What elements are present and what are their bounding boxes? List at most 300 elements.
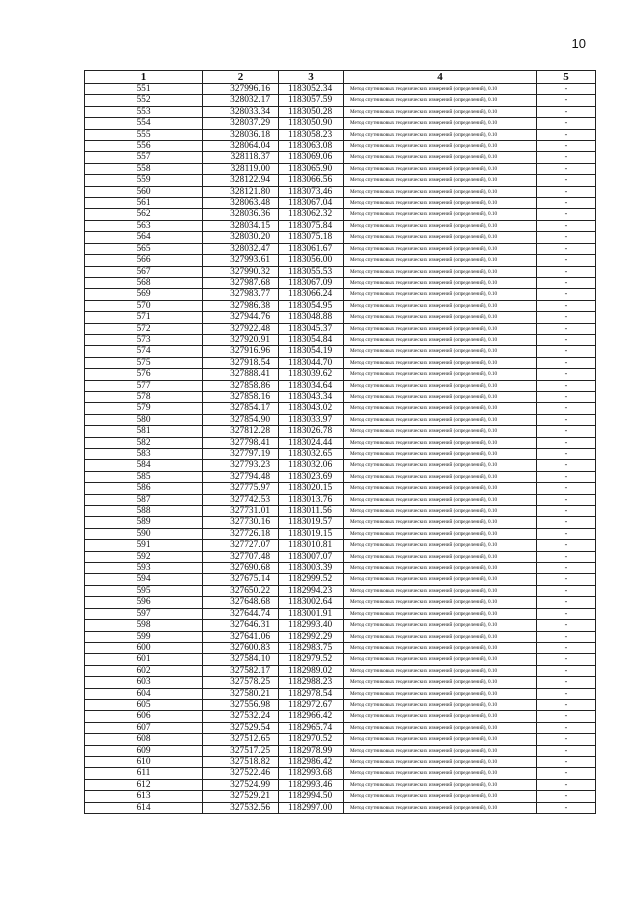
x-coordinate-cell: 328122.94 xyxy=(203,175,279,186)
method-cell: Метод спутниковых геодезических измерений (определений), 0.10 xyxy=(344,346,537,357)
point-number-cell: 566 xyxy=(85,255,203,266)
method-cell: Метод спутниковых геодезических измерений (определений), 0.10 xyxy=(344,414,537,425)
x-coordinate-cell: 327532.56 xyxy=(203,802,279,813)
point-number-cell: 571 xyxy=(85,312,203,323)
method-cell: Метод спутниковых геодезических измерений (определений), 0.10 xyxy=(344,517,537,528)
description-cell: - xyxy=(537,540,596,551)
table-row xyxy=(85,357,596,368)
y-coordinate-cell: 1183011.56 xyxy=(279,506,344,517)
description-cell: - xyxy=(537,426,596,437)
x-coordinate-cell: 327987.68 xyxy=(203,277,279,288)
method-cell: Метод спутниковых геодезических измерений (определений), 0.10 xyxy=(344,300,537,311)
description-cell: - xyxy=(537,129,596,140)
y-coordinate-cell: 1182999.52 xyxy=(279,574,344,585)
method-cell: Метод спутниковых геодезических измерений (определений), 0.10 xyxy=(344,437,537,448)
method-cell: Метод спутниковых геодезических измерений (определений), 0.10 xyxy=(344,597,537,608)
description-cell: - xyxy=(537,460,596,471)
description-cell: - xyxy=(537,620,596,631)
y-coordinate-cell: 1183067.09 xyxy=(279,277,344,288)
method-cell: Метод спутниковых геодезических измерений (определений), 0.10 xyxy=(344,483,537,494)
x-coordinate-cell: 327854.17 xyxy=(203,403,279,414)
point-number-cell: 599 xyxy=(85,631,203,642)
description-cell: - xyxy=(537,277,596,288)
method-cell: Метод спутниковых геодезических измерений (определений), 0.10 xyxy=(344,608,537,619)
point-number-cell: 586 xyxy=(85,483,203,494)
method-cell: Метод спутниковых геодезических измерений (определений), 0.10 xyxy=(344,551,537,562)
method-cell: Метод спутниковых геодезических измерений (определений), 0.10 xyxy=(344,129,537,140)
column-header-4: 4 xyxy=(344,71,537,84)
point-number-cell: 562 xyxy=(85,209,203,220)
point-number-cell: 557 xyxy=(85,152,203,163)
method-cell: Метод спутниковых геодезических измерений (определений), 0.10 xyxy=(344,95,537,106)
method-cell: Метод спутниковых геодезических измерений (определений), 0.10 xyxy=(344,380,537,391)
point-number-cell: 583 xyxy=(85,449,203,460)
table-row xyxy=(85,699,596,710)
point-number-cell: 610 xyxy=(85,756,203,767)
method-cell: Метод спутниковых геодезических измерений (определений), 0.10 xyxy=(344,734,537,745)
x-coordinate-cell: 328037.29 xyxy=(203,118,279,129)
point-number-cell: 605 xyxy=(85,699,203,710)
point-number-cell: 612 xyxy=(85,779,203,790)
table-row xyxy=(85,152,596,163)
x-coordinate-cell: 327580.21 xyxy=(203,688,279,699)
table-row xyxy=(85,369,596,380)
column-header-5: 5 xyxy=(537,71,596,84)
x-coordinate-cell: 327522.46 xyxy=(203,768,279,779)
description-cell: - xyxy=(537,494,596,505)
method-cell: Метод спутниковых геодезических измерений (определений), 0.10 xyxy=(344,620,537,631)
table-row xyxy=(85,426,596,437)
x-coordinate-cell: 328036.18 xyxy=(203,129,279,140)
description-cell: - xyxy=(537,506,596,517)
method-cell: Метод спутниковых геодезических измерений (определений), 0.10 xyxy=(344,528,537,539)
point-number-cell: 584 xyxy=(85,460,203,471)
point-number-cell: 589 xyxy=(85,517,203,528)
point-number-cell: 561 xyxy=(85,198,203,209)
description-cell: - xyxy=(537,141,596,152)
x-coordinate-cell: 327517.25 xyxy=(203,745,279,756)
point-number-cell: 558 xyxy=(85,163,203,174)
description-cell: - xyxy=(537,232,596,243)
y-coordinate-cell: 1183026.78 xyxy=(279,426,344,437)
column-header-2: 2 xyxy=(203,71,279,84)
table-row xyxy=(85,95,596,106)
table-row xyxy=(85,391,596,402)
description-cell: - xyxy=(537,369,596,380)
method-cell: Метод спутниковых геодезических измерений (определений), 0.10 xyxy=(344,574,537,585)
point-number-cell: 565 xyxy=(85,243,203,254)
method-cell: Метод спутниковых геодезических измерений (определений), 0.10 xyxy=(344,631,537,642)
method-cell: Метод спутниковых геодезических измерений (определений), 0.10 xyxy=(344,334,537,345)
x-coordinate-cell: 327524.99 xyxy=(203,779,279,790)
point-number-cell: 594 xyxy=(85,574,203,585)
method-cell: Метод спутниковых геодезических измерений (определений), 0.10 xyxy=(344,84,537,95)
point-number-cell: 590 xyxy=(85,528,203,539)
table-row xyxy=(85,198,596,209)
y-coordinate-cell: 1183054.95 xyxy=(279,300,344,311)
x-coordinate-cell: 327993.61 xyxy=(203,255,279,266)
method-cell: Метод спутниковых геодезических измерений (определений), 0.10 xyxy=(344,722,537,733)
description-cell: - xyxy=(537,517,596,528)
x-coordinate-cell: 327742.53 xyxy=(203,494,279,505)
table-row xyxy=(85,414,596,425)
table-row xyxy=(85,209,596,220)
table-row xyxy=(85,106,596,117)
x-coordinate-cell: 327922.48 xyxy=(203,323,279,334)
x-coordinate-cell: 327726.18 xyxy=(203,528,279,539)
point-number-cell: 577 xyxy=(85,380,203,391)
description-cell: - xyxy=(537,220,596,231)
table-row xyxy=(85,289,596,300)
description-cell: - xyxy=(537,186,596,197)
description-cell: - xyxy=(537,585,596,596)
description-cell: - xyxy=(537,642,596,653)
y-coordinate-cell: 1182994.50 xyxy=(279,791,344,802)
y-coordinate-cell: 1183024.44 xyxy=(279,437,344,448)
point-number-cell: 570 xyxy=(85,300,203,311)
table-body xyxy=(85,84,596,814)
table-row xyxy=(85,129,596,140)
y-coordinate-cell: 1182966.42 xyxy=(279,711,344,722)
point-number-cell: 553 xyxy=(85,106,203,117)
x-coordinate-cell: 327918.54 xyxy=(203,357,279,368)
table-row xyxy=(85,266,596,277)
point-number-cell: 600 xyxy=(85,642,203,653)
y-coordinate-cell: 1183075.18 xyxy=(279,232,344,243)
method-cell: Метод спутниковых геодезических измерений (определений), 0.10 xyxy=(344,563,537,574)
y-coordinate-cell: 1183054.84 xyxy=(279,334,344,345)
description-cell: - xyxy=(537,608,596,619)
x-coordinate-cell: 327578.25 xyxy=(203,677,279,688)
description-cell: - xyxy=(537,414,596,425)
y-coordinate-cell: 1183061.67 xyxy=(279,243,344,254)
method-cell: Метод спутниковых геодезических измерений (определений), 0.10 xyxy=(344,312,537,323)
method-cell: Метод спутниковых геодезических измерений (определений), 0.10 xyxy=(344,106,537,117)
y-coordinate-cell: 1183003.39 xyxy=(279,563,344,574)
y-coordinate-cell: 1183052.34 xyxy=(279,84,344,95)
x-coordinate-cell: 327990.32 xyxy=(203,266,279,277)
description-cell: - xyxy=(537,734,596,745)
y-coordinate-cell: 1182989.02 xyxy=(279,665,344,676)
y-coordinate-cell: 1183050.90 xyxy=(279,118,344,129)
table-row xyxy=(85,574,596,585)
x-coordinate-cell: 327690.68 xyxy=(203,563,279,574)
y-coordinate-cell: 1183019.15 xyxy=(279,528,344,539)
point-number-cell: 598 xyxy=(85,620,203,631)
description-cell: - xyxy=(537,699,596,710)
y-coordinate-cell: 1182993.40 xyxy=(279,620,344,631)
description-cell: - xyxy=(537,791,596,802)
point-number-cell: 592 xyxy=(85,551,203,562)
y-coordinate-cell: 1183043.02 xyxy=(279,403,344,414)
coordinates-table xyxy=(84,70,596,814)
table-row xyxy=(85,665,596,676)
table-row xyxy=(85,791,596,802)
description-cell: - xyxy=(537,95,596,106)
table-row xyxy=(85,403,596,414)
x-coordinate-cell: 328119.00 xyxy=(203,163,279,174)
x-coordinate-cell: 327983.77 xyxy=(203,289,279,300)
y-coordinate-cell: 1183065.90 xyxy=(279,163,344,174)
point-number-cell: 614 xyxy=(85,802,203,813)
table-row xyxy=(85,734,596,745)
table-row xyxy=(85,186,596,197)
table-row xyxy=(85,768,596,779)
point-number-cell: 572 xyxy=(85,323,203,334)
x-coordinate-cell: 327812.28 xyxy=(203,426,279,437)
y-coordinate-cell: 1183045.37 xyxy=(279,323,344,334)
x-coordinate-cell: 328032.17 xyxy=(203,95,279,106)
table-row xyxy=(85,620,596,631)
method-cell: Метод спутниковых геодезических измерений (определений), 0.10 xyxy=(344,266,537,277)
table-row xyxy=(85,745,596,756)
point-number-cell: 579 xyxy=(85,403,203,414)
table-row xyxy=(85,300,596,311)
method-cell: Метод спутниковых геодезических измерений (определений), 0.10 xyxy=(344,711,537,722)
description-cell: - xyxy=(537,198,596,209)
method-cell: Метод спутниковых геодезических измерений (определений), 0.10 xyxy=(344,802,537,813)
column-header-3: 3 xyxy=(279,71,344,84)
method-cell: Метод спутниковых геодезических измерений (определений), 0.10 xyxy=(344,369,537,380)
x-coordinate-cell: 327556.98 xyxy=(203,699,279,710)
method-cell: Метод спутниковых геодезических измерений (определений), 0.10 xyxy=(344,403,537,414)
point-number-cell: 596 xyxy=(85,597,203,608)
column-header-1: 1 xyxy=(85,71,203,84)
table-row xyxy=(85,334,596,345)
y-coordinate-cell: 1183066.24 xyxy=(279,289,344,300)
point-number-cell: 578 xyxy=(85,391,203,402)
method-cell: Метод спутниковых геодезических измерений (определений), 0.10 xyxy=(344,186,537,197)
x-coordinate-cell: 328118.37 xyxy=(203,152,279,163)
table-row xyxy=(85,494,596,505)
point-number-cell: 593 xyxy=(85,563,203,574)
method-cell: Метод спутниковых геодезических измерений (определений), 0.10 xyxy=(344,779,537,790)
method-cell: Метод спутниковых геодезических измерений (определений), 0.10 xyxy=(344,471,537,482)
description-cell: - xyxy=(537,289,596,300)
table-row xyxy=(85,243,596,254)
table-row xyxy=(85,585,596,596)
point-number-cell: 569 xyxy=(85,289,203,300)
table-row xyxy=(85,540,596,551)
y-coordinate-cell: 1182993.46 xyxy=(279,779,344,790)
y-coordinate-cell: 1183001.91 xyxy=(279,608,344,619)
y-coordinate-cell: 1183048.88 xyxy=(279,312,344,323)
description-cell: - xyxy=(537,357,596,368)
x-coordinate-cell: 327512.65 xyxy=(203,734,279,745)
x-coordinate-cell: 327532.24 xyxy=(203,711,279,722)
point-number-cell: 588 xyxy=(85,506,203,517)
method-cell: Метод спутниковых геодезических измерений (определений), 0.10 xyxy=(344,426,537,437)
y-coordinate-cell: 1182992.29 xyxy=(279,631,344,642)
y-coordinate-cell: 1183050.28 xyxy=(279,106,344,117)
point-number-cell: 580 xyxy=(85,414,203,425)
y-coordinate-cell: 1183010.81 xyxy=(279,540,344,551)
table-row xyxy=(85,346,596,357)
table-row xyxy=(85,118,596,129)
method-cell: Метод спутниковых геодезических измерений (определений), 0.10 xyxy=(344,323,537,334)
x-coordinate-cell: 327775.97 xyxy=(203,483,279,494)
description-cell: - xyxy=(537,266,596,277)
page-number: 10 xyxy=(571,36,586,51)
method-cell: Метод спутниковых геодезических измерений (определений), 0.10 xyxy=(344,220,537,231)
point-number-cell: 563 xyxy=(85,220,203,231)
y-coordinate-cell: 1182979.52 xyxy=(279,654,344,665)
x-coordinate-cell: 327641.06 xyxy=(203,631,279,642)
point-number-cell: 564 xyxy=(85,232,203,243)
description-cell: - xyxy=(537,677,596,688)
description-cell: - xyxy=(537,323,596,334)
point-number-cell: 560 xyxy=(85,186,203,197)
y-coordinate-cell: 1183055.53 xyxy=(279,266,344,277)
description-cell: - xyxy=(537,574,596,585)
y-coordinate-cell: 1183058.23 xyxy=(279,129,344,140)
method-cell: Метод спутниковых геодезических измерений (определений), 0.10 xyxy=(344,198,537,209)
point-number-cell: 613 xyxy=(85,791,203,802)
point-number-cell: 591 xyxy=(85,540,203,551)
method-cell: Метод спутниковых геодезических измерений (определений), 0.10 xyxy=(344,391,537,402)
point-number-cell: 603 xyxy=(85,677,203,688)
description-cell: - xyxy=(537,391,596,402)
y-coordinate-cell: 1182994.23 xyxy=(279,585,344,596)
method-cell: Метод спутниковых геодезических измерений (определений), 0.10 xyxy=(344,141,537,152)
table-row xyxy=(85,563,596,574)
x-coordinate-cell: 327986.38 xyxy=(203,300,279,311)
x-coordinate-cell: 327798.41 xyxy=(203,437,279,448)
x-coordinate-cell: 328036.36 xyxy=(203,209,279,220)
x-coordinate-cell: 327858.86 xyxy=(203,380,279,391)
y-coordinate-cell: 1183023.69 xyxy=(279,471,344,482)
method-cell: Метод спутниковых геодезических измерений (определений), 0.10 xyxy=(344,585,537,596)
description-cell: - xyxy=(537,711,596,722)
y-coordinate-cell: 1183067.04 xyxy=(279,198,344,209)
point-number-cell: 581 xyxy=(85,426,203,437)
point-number-cell: 575 xyxy=(85,357,203,368)
method-cell: Метод спутниковых геодезических измерений (определений), 0.10 xyxy=(344,243,537,254)
description-cell: - xyxy=(537,380,596,391)
point-number-cell: 608 xyxy=(85,734,203,745)
y-coordinate-cell: 1182965.74 xyxy=(279,722,344,733)
table-row xyxy=(85,312,596,323)
point-number-cell: 567 xyxy=(85,266,203,277)
x-coordinate-cell: 327854.90 xyxy=(203,414,279,425)
x-coordinate-cell: 327600.83 xyxy=(203,642,279,653)
method-cell: Метод спутниковых геодезических измерений (определений), 0.10 xyxy=(344,688,537,699)
point-number-cell: 611 xyxy=(85,768,203,779)
description-cell: - xyxy=(537,175,596,186)
point-number-cell: 597 xyxy=(85,608,203,619)
y-coordinate-cell: 1183020.15 xyxy=(279,483,344,494)
y-coordinate-cell: 1182997.00 xyxy=(279,802,344,813)
table-row xyxy=(85,528,596,539)
method-cell: Метод спутниковых геодезических измерений (определений), 0.10 xyxy=(344,642,537,653)
y-coordinate-cell: 1183007.07 xyxy=(279,551,344,562)
table-row xyxy=(85,323,596,334)
table-row xyxy=(85,277,596,288)
point-number-cell: 559 xyxy=(85,175,203,186)
table-row xyxy=(85,506,596,517)
point-number-cell: 568 xyxy=(85,277,203,288)
y-coordinate-cell: 1183032.06 xyxy=(279,460,344,471)
method-cell: Метод спутниковых геодезических измерений (определений), 0.10 xyxy=(344,152,537,163)
point-number-cell: 587 xyxy=(85,494,203,505)
point-number-cell: 609 xyxy=(85,745,203,756)
point-number-cell: 585 xyxy=(85,471,203,482)
method-cell: Метод спутниковых геодезических измерений (определений), 0.10 xyxy=(344,232,537,243)
table-row xyxy=(85,84,596,95)
description-cell: - xyxy=(537,756,596,767)
y-coordinate-cell: 1182988.23 xyxy=(279,677,344,688)
point-number-cell: 582 xyxy=(85,437,203,448)
method-cell: Метод спутниковых геодезических измерений (определений), 0.10 xyxy=(344,163,537,174)
description-cell: - xyxy=(537,118,596,129)
description-cell: - xyxy=(537,745,596,756)
x-coordinate-cell: 327646.31 xyxy=(203,620,279,631)
x-coordinate-cell: 327888.41 xyxy=(203,369,279,380)
description-cell: - xyxy=(537,802,596,813)
x-coordinate-cell: 327529.54 xyxy=(203,722,279,733)
description-cell: - xyxy=(537,551,596,562)
table-row xyxy=(85,232,596,243)
table-row xyxy=(85,220,596,231)
y-coordinate-cell: 1183044.70 xyxy=(279,357,344,368)
method-cell: Метод спутниковых геодезических измерений (определений), 0.10 xyxy=(344,745,537,756)
table-row xyxy=(85,779,596,790)
table-row xyxy=(85,471,596,482)
table-row xyxy=(85,449,596,460)
x-coordinate-cell: 327675.14 xyxy=(203,574,279,585)
table-row xyxy=(85,688,596,699)
method-cell: Метод спутниковых геодезических измерений (определений), 0.10 xyxy=(344,289,537,300)
table-row xyxy=(85,756,596,767)
x-coordinate-cell: 327996.16 xyxy=(203,84,279,95)
x-coordinate-cell: 327731.01 xyxy=(203,506,279,517)
x-coordinate-cell: 327529.21 xyxy=(203,791,279,802)
y-coordinate-cell: 1183066.56 xyxy=(279,175,344,186)
y-coordinate-cell: 1183057.59 xyxy=(279,95,344,106)
point-number-cell: 554 xyxy=(85,118,203,129)
table-row xyxy=(85,711,596,722)
description-cell: - xyxy=(537,665,596,676)
description-cell: - xyxy=(537,483,596,494)
x-coordinate-cell: 328064.04 xyxy=(203,141,279,152)
x-coordinate-cell: 328030.20 xyxy=(203,232,279,243)
table-row xyxy=(85,551,596,562)
method-cell: Метод спутниковых геодезических измерений (определений), 0.10 xyxy=(344,255,537,266)
x-coordinate-cell: 327518.82 xyxy=(203,756,279,767)
x-coordinate-cell: 327797.19 xyxy=(203,449,279,460)
y-coordinate-cell: 1183056.00 xyxy=(279,255,344,266)
y-coordinate-cell: 1183062.32 xyxy=(279,209,344,220)
x-coordinate-cell: 327648.68 xyxy=(203,597,279,608)
x-coordinate-cell: 328034.15 xyxy=(203,220,279,231)
point-number-cell: 555 xyxy=(85,129,203,140)
y-coordinate-cell: 1183033.97 xyxy=(279,414,344,425)
y-coordinate-cell: 1182983.75 xyxy=(279,642,344,653)
y-coordinate-cell: 1183063.08 xyxy=(279,141,344,152)
table-row xyxy=(85,642,596,653)
table-row xyxy=(85,722,596,733)
table-row xyxy=(85,255,596,266)
y-coordinate-cell: 1182986.42 xyxy=(279,756,344,767)
x-coordinate-cell: 327582.17 xyxy=(203,665,279,676)
point-number-cell: 606 xyxy=(85,711,203,722)
y-coordinate-cell: 1182978.54 xyxy=(279,688,344,699)
method-cell: Метод спутниковых геодезических измерений (определений), 0.10 xyxy=(344,460,537,471)
description-cell: - xyxy=(537,84,596,95)
method-cell: Метод спутниковых геодезических измерений (определений), 0.10 xyxy=(344,677,537,688)
description-cell: - xyxy=(537,255,596,266)
table-row xyxy=(85,608,596,619)
